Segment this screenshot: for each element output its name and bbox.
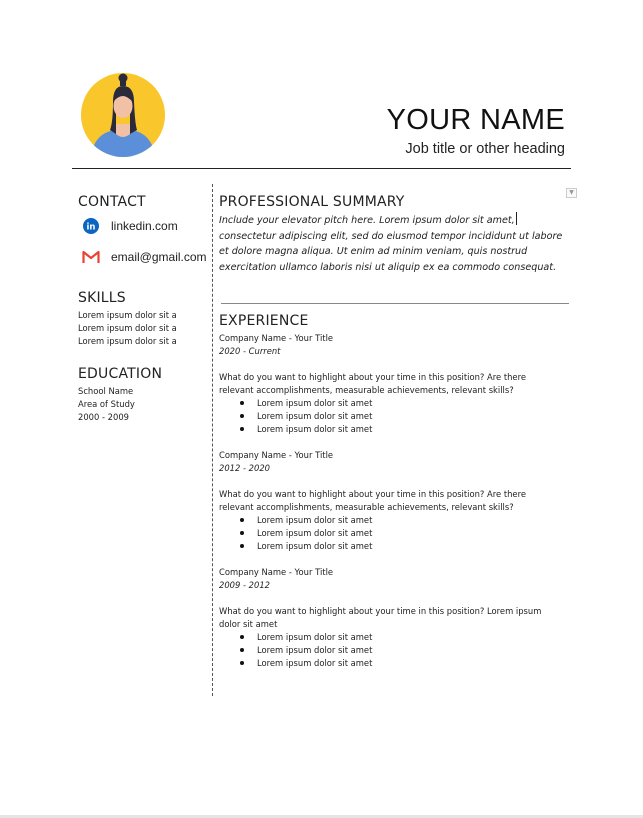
list-item: Lorem ipsum dolor sit amet [257, 631, 571, 644]
text-cursor [516, 212, 517, 225]
list-item: Lorem ipsum dolor sit amet [257, 644, 571, 657]
contact-linkedin[interactable] [82, 217, 178, 235]
svg-text:in: in [86, 222, 96, 233]
summary-divider [221, 303, 569, 304]
area-of-study: Area of Study [78, 399, 135, 409]
list-item: Lorem ipsum dolor sit amet [257, 527, 571, 540]
list-item: Lorem ipsum dolor sit amet [257, 514, 571, 527]
header-divider [72, 168, 571, 169]
contact-email[interactable] [82, 248, 207, 266]
experience-entry [219, 449, 571, 553]
contact-heading: CONTACT [78, 194, 146, 210]
company-title: Company Name - Your Title [219, 450, 334, 460]
company-title: Company Name - Your Title [219, 333, 334, 343]
company-title: Company Name - Your Title [219, 567, 334, 577]
skill-item: Lorem ipsum dolor sit a [78, 310, 177, 320]
job-title: Job title or other heading [405, 141, 565, 157]
list-item: Lorem ipsum dolor sit amet [257, 540, 571, 553]
education-heading: EDUCATION [78, 366, 163, 382]
person-avatar-icon [80, 72, 166, 158]
school-name: School Name [78, 386, 134, 396]
position-description: What do you want to highlight about your time in this position? Are there relevant accomplishments, measurable achievements, relevant skills? [219, 372, 526, 395]
list-item: Lorem ipsum dolor sit amet [257, 657, 571, 670]
column-divider [212, 184, 213, 696]
linkedin-icon [82, 217, 100, 235]
summary-text[interactable] [219, 212, 571, 275]
achievement-list [219, 397, 571, 436]
list-item: Lorem ipsum dolor sit amet [257, 410, 571, 423]
collapse-section-button[interactable] [566, 188, 577, 198]
employment-dates: 2020 - Current [219, 346, 281, 356]
position-description: What do you want to highlight about your time in this position? Are there relevant accomplishments, measurable achievements, relevant skills? [219, 489, 526, 512]
position-description: What do you want to highlight about your time in this position? Lorem ipsum dolor sit amet [219, 606, 542, 629]
achievement-list [219, 514, 571, 553]
skills-heading: SKILLS [78, 290, 126, 306]
list-item: Lorem ipsum dolor sit amet [257, 397, 571, 410]
summary-paragraph: Include your elevator pitch here. Lorem ipsum dolor sit amet, consectetur adipiscing elit, sed do eiusmod tempor incididunt ut labore et dolore magna aliqua. Ut enim ad minim veniam, quis nostrud exercitation ullamco laboris nisi ut aliquip ex ea commodo consequat. [219, 215, 562, 273]
profile-avatar [80, 72, 166, 158]
employment-dates: 2012 - 2020 [219, 463, 270, 473]
skill-item: Lorem ipsum dolor sit a [78, 336, 177, 346]
applicant-name: YOUR NAME [386, 104, 565, 136]
education-details [78, 385, 135, 424]
list-item: Lorem ipsum dolor sit amet [257, 423, 571, 436]
employment-dates: 2009 - 2012 [219, 580, 270, 590]
experience-entry [219, 332, 571, 436]
experience-entry [219, 566, 571, 670]
experience-heading: EXPERIENCE [219, 313, 309, 329]
gmail-icon [82, 248, 100, 266]
skills-list [78, 309, 177, 348]
email-link[interactable]: email@gmail.com [111, 250, 207, 264]
chevron-down-icon: ▼ [569, 189, 574, 196]
education-years: 2000 - 2009 [78, 412, 129, 422]
linkedin-link[interactable]: linkedin.com [111, 219, 178, 233]
summary-heading: PROFESSIONAL SUMMARY [219, 194, 405, 210]
skill-item: Lorem ipsum dolor sit a [78, 323, 177, 333]
achievement-list [219, 631, 571, 670]
